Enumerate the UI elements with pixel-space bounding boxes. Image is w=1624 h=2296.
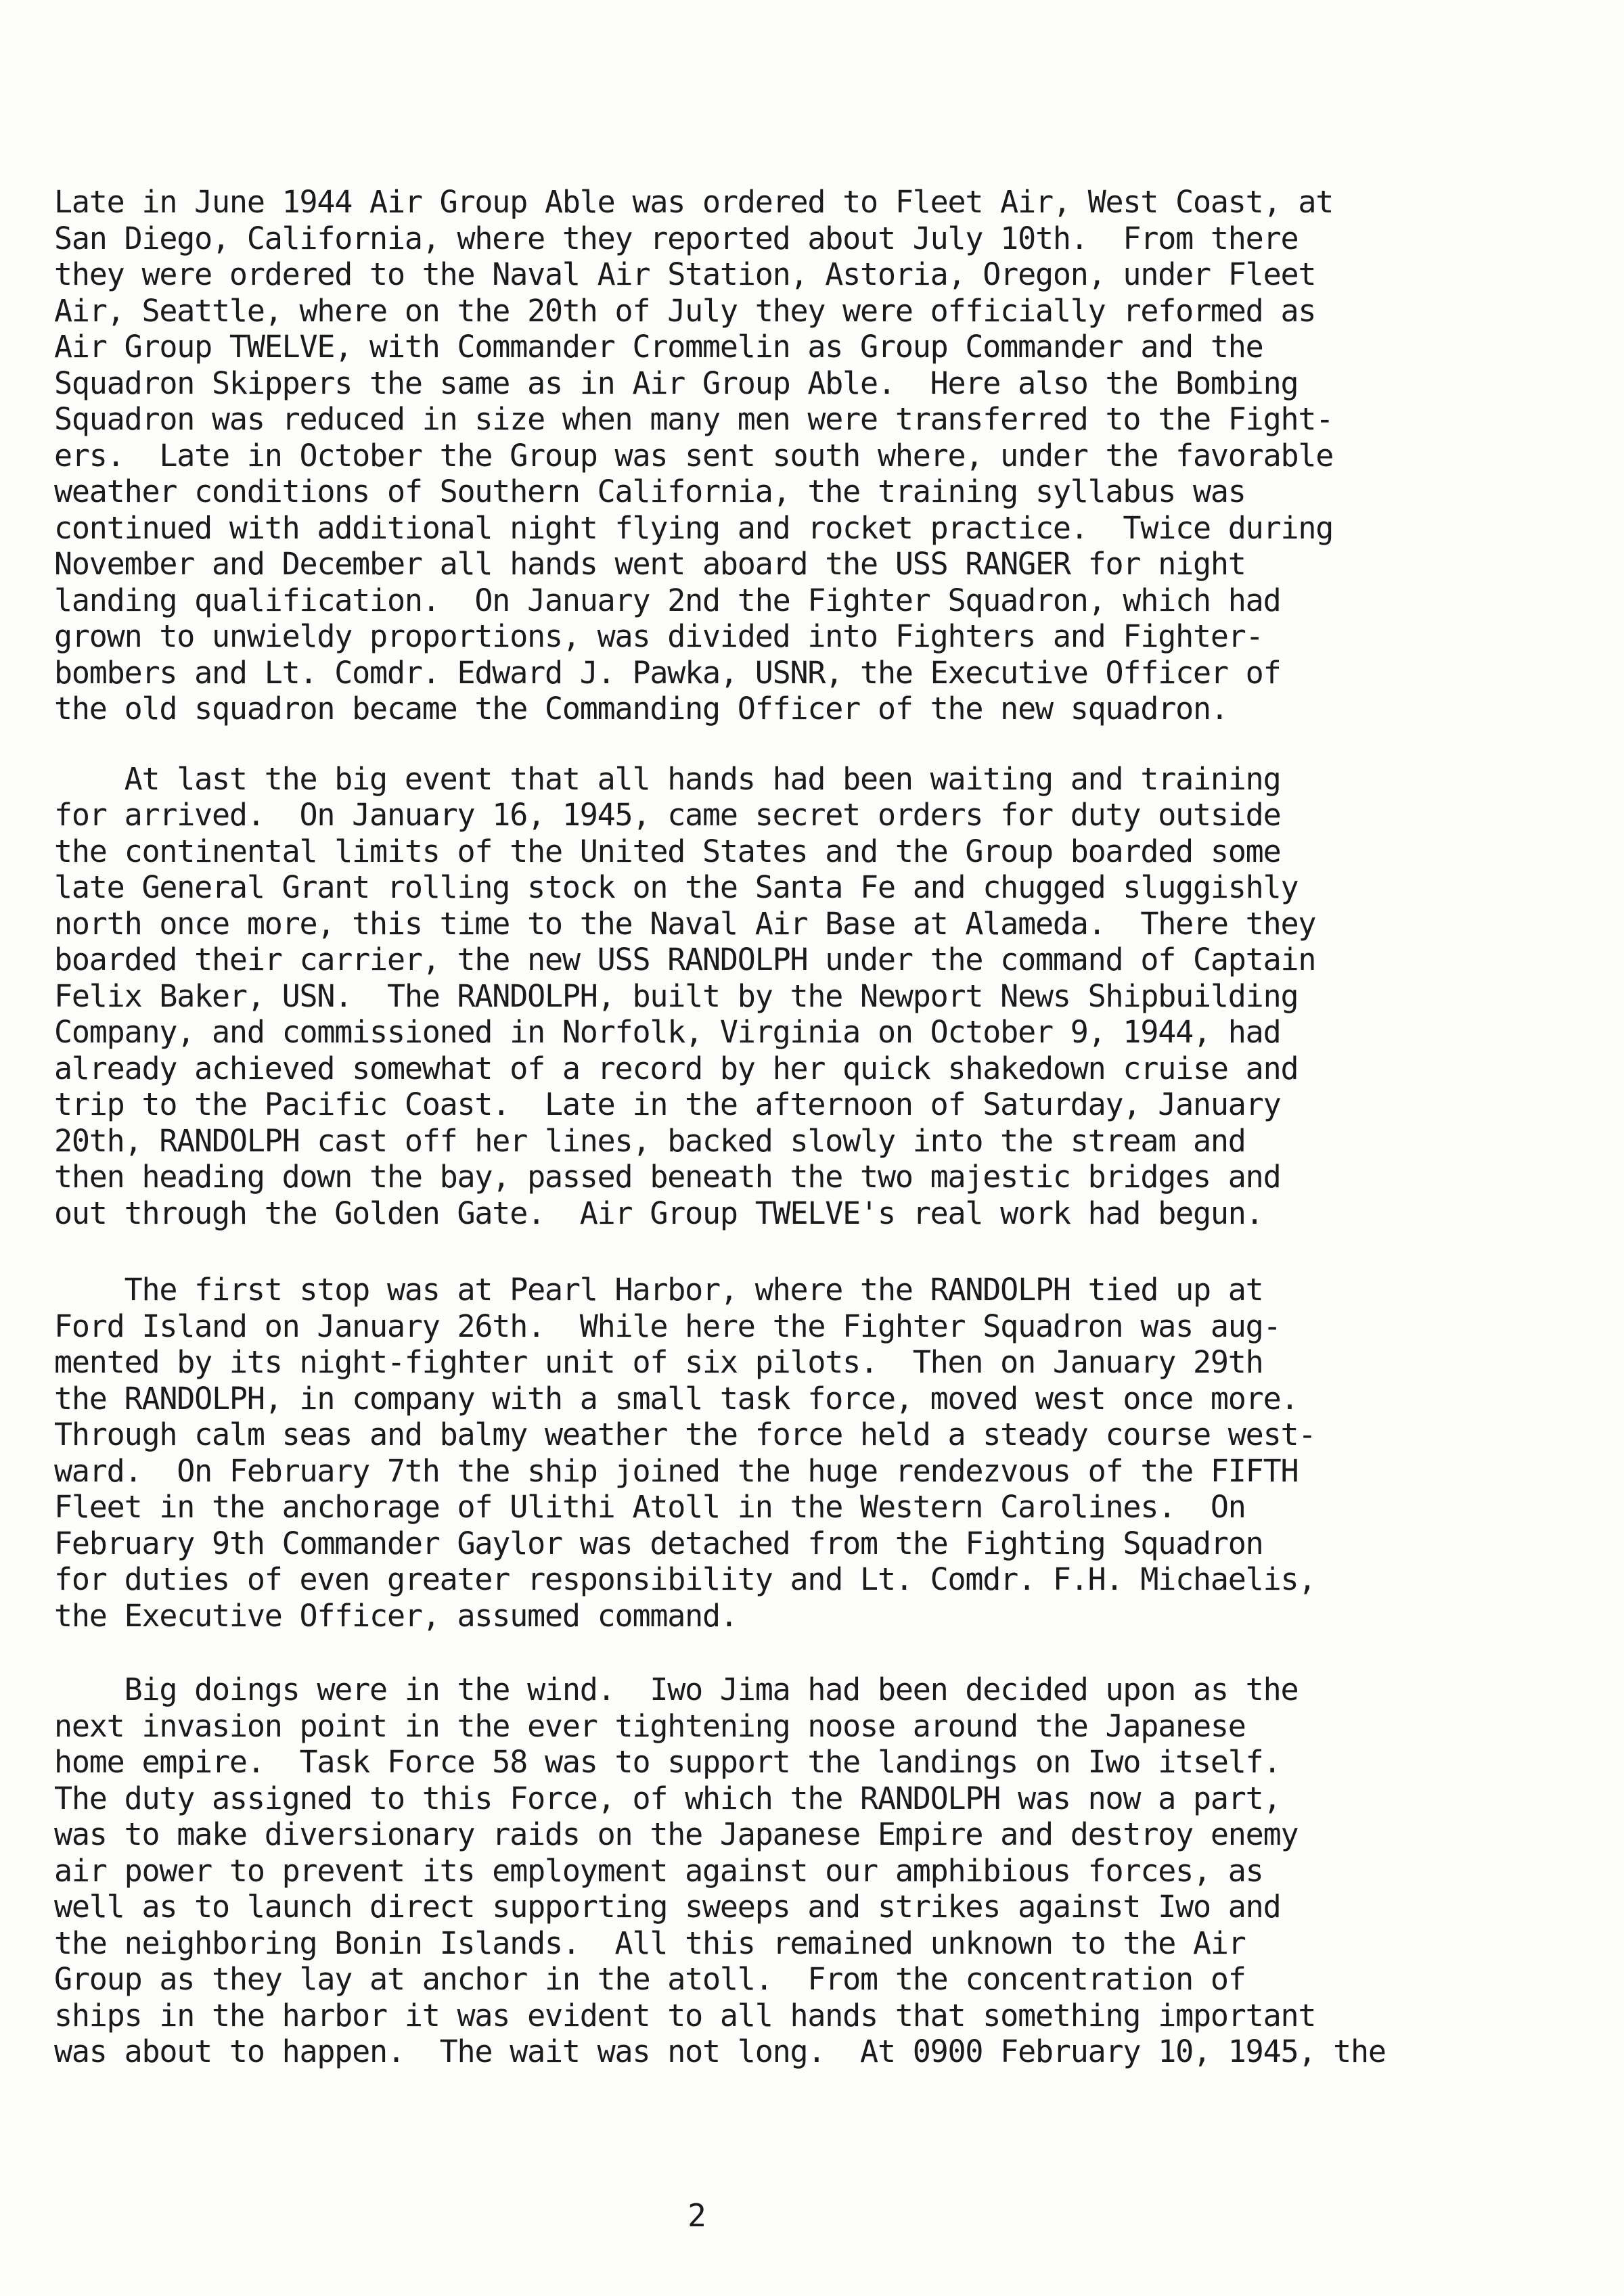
text-line: San Diego, California, where they reported about July 10th. From there xyxy=(54,220,1299,256)
paragraph-4 xyxy=(54,1672,1448,2070)
text-line: Company, and commissioned in Norfolk, Virginia on October 9, 1944, had xyxy=(54,1014,1281,1050)
text-line: then heading down the bay, passed beneath the two majestic bridges and xyxy=(54,1159,1281,1195)
text-line: Squadron Skippers the same as in Air Group Able. Here also the Bombing xyxy=(54,365,1299,401)
text-line: the old squadron became the Commanding Officer of the new squadron. xyxy=(54,691,1228,727)
text-line: bombers and Lt. Comdr. Edward J. Pawka, USNR, the Executive Officer of xyxy=(54,654,1281,691)
text-line: Squadron was reduced in size when many men were transferred to the Fight- xyxy=(54,401,1334,437)
text-line: 20th, RANDOLPH cast off her lines, backed slowly into the stream and xyxy=(54,1122,1246,1159)
text-line: was about to happen. The wait was not long. At 0900 February 10, 1945, the xyxy=(54,2034,1386,2069)
text-line: The duty assigned to this Force, of which the RANDOLPH was now a part, xyxy=(54,1780,1281,1816)
text-line: Ford Island on January 26th. While here the Fighter Squadron was aug- xyxy=(54,1308,1281,1344)
text-line: the continental limits of the United States and the Group boarded some xyxy=(54,833,1281,869)
text-line: late General Grant rolling stock on the Santa Fe and chugged sluggishly xyxy=(54,869,1299,905)
text-line: well as to launch direct supporting sweeps and strikes against Iwo and xyxy=(54,1889,1281,1925)
text-line: out through the Golden Gate. Air Group TWELVE's real work had begun. xyxy=(54,1195,1263,1231)
text-line: Late in June 1944 Air Group Able was ordered to Fleet Air, West Coast, at xyxy=(54,184,1334,220)
text-line: Through calm seas and balmy weather the force held a steady course west- xyxy=(54,1417,1316,1452)
page-number: 2 xyxy=(687,2197,706,2234)
text-line: they were ordered to the Naval Air Station, Astoria, Oregon, under Fleet xyxy=(54,256,1316,292)
text-line: Fleet in the anchorage of Ulithi Atoll in the Western Carolines. On xyxy=(54,1489,1246,1525)
text-line: ward. On February 7th the ship joined the huge rendezvous of the FIFTH xyxy=(54,1452,1299,1489)
text-line: north once more, this time to the Naval Air Base at Alameda. There they xyxy=(54,905,1316,942)
text-line: weather conditions of Southern California, the training syllabus was xyxy=(54,474,1246,509)
text-line: for duties of even greater responsibility and Lt. Comdr. F.H. Michaelis, xyxy=(54,1561,1316,1597)
text-line: air power to prevent its employment against our amphibious forces, as xyxy=(54,1852,1263,1889)
text-line: At last the big event that all hands had been waiting and training xyxy=(54,760,1281,797)
text-line: Felix Baker, USN. The RANDOLPH, built by the Newport News Shipbuilding xyxy=(54,978,1299,1014)
text-line: Air, Seattle, where on the 20th of July they were officially reformed as xyxy=(54,292,1316,329)
text-line: Big doings were in the wind. Iwo Jima had been decided upon as the xyxy=(54,1672,1299,1707)
document-body xyxy=(54,184,1448,2070)
text-line: February 9th Commander Gaylor was detached from the Fighting Squadron xyxy=(54,1525,1263,1561)
text-line: The first stop was at Pearl Harbor, where the RANDOLPH tied up at xyxy=(54,1272,1263,1308)
text-line: ers. Late in October the Group was sent south where, under the favorable xyxy=(54,437,1334,474)
text-line: Group as they lay at anchor in the atoll. From the concentration of xyxy=(54,1961,1246,1997)
text-line: the Executive Officer, assumed command. xyxy=(54,1597,738,1634)
text-line: was to make diversionary raids on the Japanese Empire and destroy enemy xyxy=(54,1816,1299,1852)
paragraph-2 xyxy=(54,761,1448,1232)
text-line: grown to unwieldy proportions, was divided into Fighters and Fighter- xyxy=(54,618,1263,654)
text-line: Air Group TWELVE, with Commander Crommelin as Group Commander and the xyxy=(54,329,1263,365)
text-line: November and December all hands went aboard the USS RANGER for night xyxy=(54,546,1246,582)
text-line: next invasion point in the ever tightening noose around the Japanese xyxy=(54,1707,1246,1744)
text-line: boarded their carrier, the new USS RANDOLPH under the command of Captain xyxy=(54,942,1316,978)
paragraph-1 xyxy=(54,184,1448,727)
text-line: already achieved somewhat of a record by her quick shakedown cruise and xyxy=(54,1050,1299,1086)
text-line: mented by its night-fighter unit of six pilots. Then on January 29th xyxy=(54,1344,1263,1380)
text-line: the neighboring Bonin Islands. All this remained unknown to the Air xyxy=(54,1925,1246,1961)
paragraph-3 xyxy=(54,1272,1448,1634)
text-line: the RANDOLPH, in company with a small task force, moved west once more. xyxy=(54,1380,1299,1417)
text-line: landing qualification. On January 2nd the Fighter Squadron, which had xyxy=(54,582,1281,618)
text-line: continued with additional night flying and rocket practice. Twice during xyxy=(54,509,1334,546)
text-line: trip to the Pacific Coast. Late in the afternoon of Saturday, January xyxy=(54,1086,1281,1122)
text-line: for arrived. On January 16, 1945, came secret orders for duty outside xyxy=(54,797,1281,833)
text-line: ships in the harbor it was evident to all hands that something important xyxy=(54,1997,1316,2034)
text-line: home empire. Task Force 58 was to support the landings on Iwo itself. xyxy=(54,1744,1281,1780)
